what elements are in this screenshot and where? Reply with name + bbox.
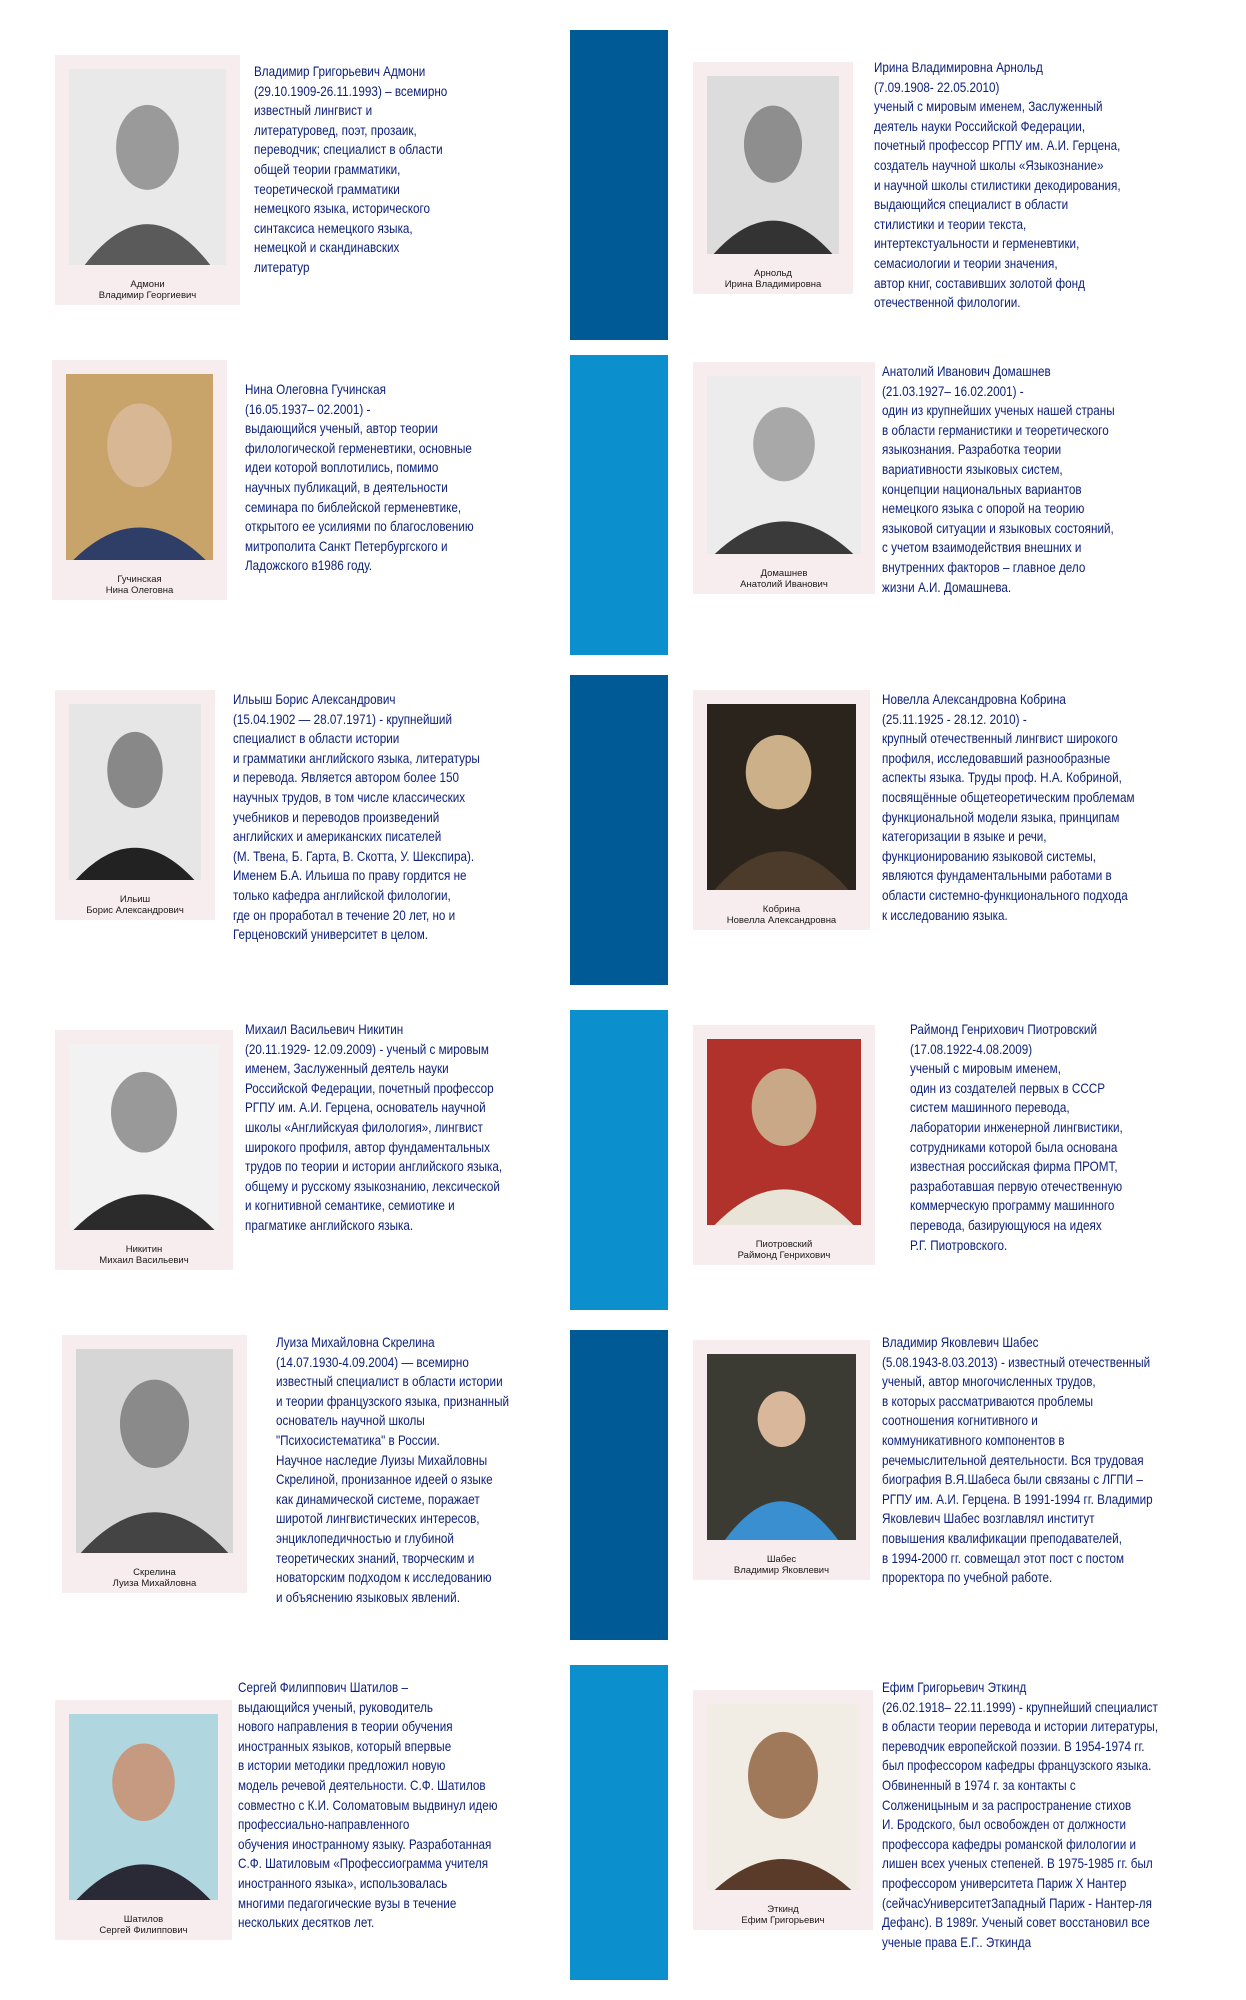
- divider-segment: [570, 355, 668, 655]
- portrait-photo: [707, 1704, 859, 1890]
- portrait-card-etkind: [693, 1690, 873, 1930]
- portrait-caption: Домашнев Анатолий Иванович: [740, 568, 828, 590]
- portrait-caption: Эткинд Ефим Григорьевич: [741, 1904, 825, 1926]
- bio-kobrina: Новелла Александровна Кобрина (25.11.1925 - 28.12. 2010) - крупный отечественный лингвист широкого профиля, исследовавший разнообразные аспекты языка. Труды проф. Н.А. Кобриной, посвящённые общетеоретическим проблемам функциональной модели языка, принципам категоризации в языке и речи, функционированию языковой системы, являются фундаментальными работами в области системно-функционального подхода к исследованию языка.: [882, 692, 1135, 923]
- portrait-card-nikitin: [55, 1030, 233, 1270]
- portrait-photo: [707, 704, 856, 890]
- bio-skrelina: Луиза Михайловна Скрелина (14.07.1930-4.09.2004) — всемирно известный специалист в области истории и теории французского языка, признанный основатель научной школы "Психосистематика" в России. Научное наследие Луизы Михайловны Скрелиной, пронизанное идеей о языке как динамической системе, поражает широтой лингвистических интересов, энциклопедичностью и глубиной теоретических знаний, творческим и новаторским подходом к исследованию и объяснению языковых явлений.: [276, 1335, 510, 1605]
- portrait-card-kobrina: [693, 690, 870, 930]
- bio-shatilov: Сергей Филиппович Шатилов – выдающийся ученый, руководитель нового направления в теории обучения иностранных языков, который впервые в истории методики предложил новую модель речевой деятельности. С.Ф. Шатилов совместно с К.И. Соломатовым выдвинул идею профессиально-направленного обучения иностранному языку. Разработанная С.Ф. Шатиловым «Профессиограмма учителя иностранного языка», использовалась многими педагогические вузы в течение нескольких десятков лет.: [238, 1680, 498, 1931]
- bio-domashnev: Анатолий Иванович Домашнев (21.03.1927– 16.02.2001) - один из крупнейших ученых нашей страны в области германистики и теоретического языкознания. Разработка теории вариативности языковых систем, концепции национальных вариантов немецкого языка с опорой на теорию языковой ситуации и языковых состояний, с учетом взаимодействия внешних и внутренних факторов – главное дело жизни А.И. Домашнева.: [882, 364, 1115, 595]
- divider-segment: [570, 30, 668, 340]
- portrait-photo: [707, 1354, 856, 1540]
- portrait-caption: Ильиш Борис Александрович: [86, 894, 184, 916]
- portrait-card-domashnev: [693, 362, 875, 594]
- divider-segment: [570, 1330, 668, 1640]
- portrait-card-piotrovsky: [693, 1025, 875, 1265]
- portrait-photo: [707, 76, 839, 254]
- portrait-caption: Никитин Михаил Васильевич: [99, 1244, 189, 1266]
- portrait-card-admoni: [55, 55, 240, 305]
- portrait-photo: [69, 704, 201, 880]
- portrait-caption: Шабес Владимир Яковлевич: [733, 1554, 830, 1576]
- bio-nikitin: Михаил Васильевич Никитин (20.11.1929- 12.09.2009) - ученый с мировым именем, Заслуженный деятель науки Российской Федерации, почетный профессор РГПУ им. А.И. Герцена, основатель научной школы «Английскуая филология», лингвист широкого профиля, автор фундаментальных трудов по теории и истории английского языка, общему и русскому языкознанию, лексической и когнитивной семантике, семиотике и прагматике английского языка.: [245, 1022, 503, 1233]
- portrait-card-shatilov: [55, 1700, 232, 1940]
- bio-arnold: Ирина Владимировна Арнольд (7.09.1908- 22.05.2010) ученый с мировым именем, Заслуженный деятель науки Российской Федерации, почетный профессор РГПУ им. А.И. Герцена, создатель научной школы «Языкознание» и научной школы стилистики декодирования, выдающийся специалист в области стилистики и теории текста, интертекстуальности и герменевтики, семасиологии и теории значения, автор книг, составивших золотой фонд отечественной филологии.: [874, 60, 1121, 311]
- bio-shabes: Владимир Яковлевич Шабес (5.08.1943-8.03.2013) - известный отечественный ученый, автор многочисленных трудов, в которых рассматриваются проблемы соотношения когнитивного и коммуникативного компонентов в речемыслительной деятельности. Вся трудовая биография В.Я.Шабеса были связаны с ЛГПИ – РГПУ им. А.И. Герцена. В 1991-1994 гг. Владимир Яковлевич Шабес возглавлял институт повышения квалификации преподавателей, в 1994-2000 гг. совмещал этот пост с постом проректора по учебной работе.: [882, 1335, 1153, 1586]
- divider-segment: [570, 1010, 668, 1310]
- bio-admoni: Владимир Григорьевич Адмони (29.10.1909-26.11.1993) – всемирно известный лингвист и литературовед, поэт, прозаик, переводчик; специалист в области общей теории грамматики, теоретической грамматики немецкого языка, исторического синтаксиса немецкого языка, немецкой и скандинавских литератур: [254, 64, 448, 275]
- divider-segment: [570, 675, 668, 985]
- portrait-caption: Шатилов Сергей Филиппович: [99, 1914, 188, 1936]
- portrait-card-skrelina: [62, 1335, 247, 1593]
- divider-segment: [570, 1665, 668, 1980]
- bio-ilyish: Ильыш Борис Александрович (15.04.1902 — 28.07.1971) - крупнейший специалист в области истории и грамматики английского языка, литературы и перевода. Является автором более 150 научных трудов, в том числе классических учебников и переводов произведений английских и американских писателей (М. Твена, Б. Гарта, В. Скотта, У. Шекспира). Именем Б.А. Ильиша по праву гордится не только кафедра английской филологии, где он проработал в течение 20 лет, но и Герценовский университет в целом.: [233, 692, 480, 943]
- portrait-caption: Арнольд Ирина Владимировна: [724, 268, 822, 290]
- bio-etkind: Ефим Григорьевич Эткинд (26.02.1918– 22.11.1999) - крупнейший специалист в области теории перевода и истории литературы, переводчик европейской поэзии. В 1954-1974 гг. был профессором кафедры французского языка. Обвиненный в 1974 г. за контакты с Солженицыным и за распространение стихов И. Бродского, был освобожден от должности профессора кафедры романской филологии и лишен всех ученых степеней. В 1975-1985 гг. был профессором университета Париж X Нантер (сейчасУниверситетЗападный Париж - Нантер-ля Дефанс). В 1989г. Ученый совет восстановил все ученые права Е.Г.. Эткинда: [882, 1680, 1159, 1950]
- portrait-caption: Гучинская Нина Олеговна: [105, 574, 174, 596]
- portrait-caption: Пиотровский Раймонд Генрихович: [737, 1239, 831, 1261]
- portrait-card-guchinskaya: [52, 360, 227, 600]
- portrait-photo: [69, 1044, 219, 1230]
- portrait-photo: [707, 376, 861, 554]
- portrait-photo: [707, 1039, 861, 1225]
- portrait-photo: [76, 1349, 233, 1553]
- portrait-caption: Кобрина Новелла Александровна: [726, 904, 837, 926]
- portrait-caption: Скрелина Луиза Михайловна: [112, 1567, 197, 1589]
- portrait-photo: [69, 1714, 218, 1900]
- portrait-photo: [66, 374, 213, 560]
- bio-guchinskaya: Нина Олеговна Гучинская (16.05.1937– 02.2001) - выдающийся ученый, автор теории филологической герменевтики, основные идеи которой воплотились, помимо научных публикаций, в деятельности семинара по библейской герменевтике, открытого ее усилиями по благословению митрополита Санкт Петербургского и Ладожского в1986 году.: [245, 382, 474, 574]
- portrait-card-ilyish: [55, 690, 215, 920]
- portrait-caption: Адмони Владимир Георгиевич: [98, 279, 197, 301]
- portrait-card-shabes: [693, 1340, 870, 1580]
- bio-piotrovsky: Раймонд Генрихович Пиотровский (17.08.1922-4.08.2009) ученый с мировым именем, один из создателей первых в СССР систем машинного перевода, лаборатории инженерной лингвистики, сотрудниками которой была основана известная российская фирма ПРОМТ, разработавшая первую отечественную коммерческую программу машинного перевода, базирующуюся на идеях Р.Г. Пиотровского.: [910, 1022, 1123, 1253]
- portrait-photo: [69, 69, 226, 265]
- portrait-card-arnold: [693, 62, 853, 294]
